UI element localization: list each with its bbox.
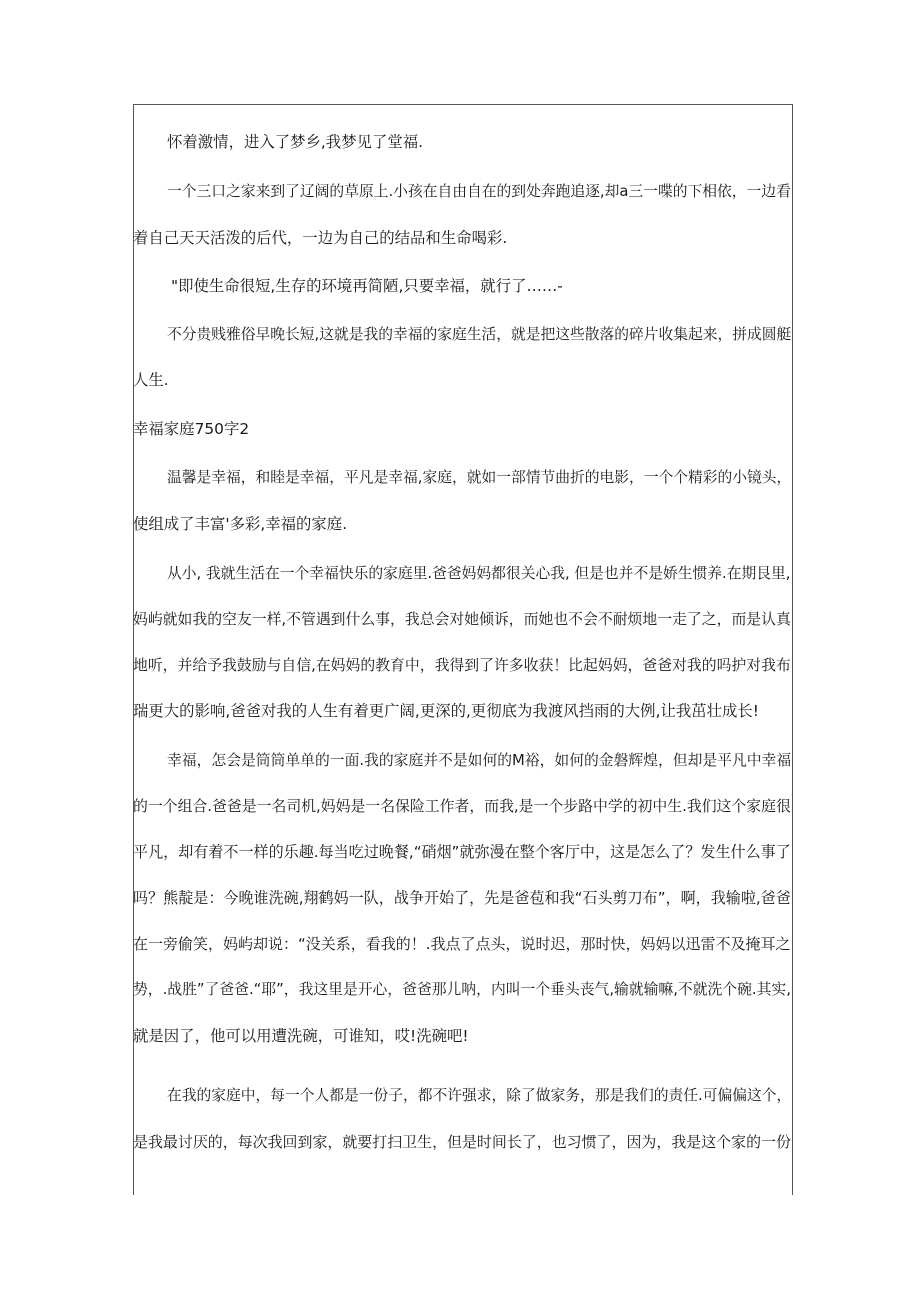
paragraph-line: 地听，并给予我鼓励与自信,在妈妈的教育中，我得到了许多收获！比起妈妈，爸爸对我的吗护对我布 (133, 656, 791, 674)
paragraph-line: 的一个组合.爸爸是一名司机,妈妈是一名保险工作者，而我,是一个步路中学的初中生.我们这个家庭很 (133, 797, 791, 815)
paragraph-line: 从小, 我就生活在一个幸福快乐的家庭里.爸爸妈妈都很关心我, 但是也并不是娇生惯养.在期艮里, (167, 565, 791, 582)
paragraph-line: 怀着激情，进入了梦乡,我梦见了堂福. (167, 133, 424, 151)
paragraph-line: 一个三口之家来到了辽阔的草原上.小孩在自由自在的到处奔跑追逐,却a三一喋的下相依，一边看 (167, 183, 791, 200)
paragraph-line: 不分贵贱雅俗早晚长短,这就是我的幸福的家庭生活，就是把这些散落的碎片收集起来，拼成圆艇 (167, 326, 792, 343)
paragraph-line: 是我最讨厌的，每次我回到家，就要打扫卫生，但是时间长了，也习惯了，因为，我是这个家的一份 (133, 1133, 791, 1151)
paragraph-line: 平凡，却有着不一样的乐趣.每当吃过晚餐,“硝烟”就弥漫在整个客厅中，这是怎么了？发生什么事了 (133, 843, 791, 861)
paragraph-line: 使组成了丰富'多彩,幸福的家庭. (133, 515, 348, 533)
paragraph-line: 着自己天天活泼的后代，一边为自己的结品和生命喝彩. (133, 229, 508, 247)
paragraph-line: 吗？熊靛是：今晚谁洗碗,翔鹤妈一队，战争开始了，先是爸苞和我“石头剪刀布”，啊，我输啦,爸爸 (133, 889, 791, 907)
paragraph-line: "即使生命很短,生存的环境再简陋,只要幸福，就行了……- (171, 277, 563, 295)
paragraph-line: 温馨是幸福，和睦是幸福，平凡是幸福,家庭，就如一部情节曲折的电影，一个个精彩的小镜头， (167, 469, 792, 486)
paragraph-line: 在我的家庭中，每一个人都是一份子，都不许强求，除了做家务，那是我们的责任.可偏偏这个， (167, 1087, 792, 1104)
paragraph-line: 瑞更大的影响,爸爸对我的人生有着更广阔,更深的,更彻底为我渡风挡雨的大例,让我茁壮成长! (133, 702, 759, 720)
paragraph-line: 人生. (133, 371, 169, 389)
paragraph-line: 就是因了，他可以用遭洗碗，可谁知，哎!洗碗吧! (133, 1027, 469, 1045)
paragraph-line: 在一旁偷笑，妈屿却说：“没关系，看我的！.我点了点头，说时迟，那时快，妈妈以迅雷不及掩耳之 (133, 935, 791, 953)
section-heading: 幸福家庭750字2 (133, 420, 250, 438)
paragraph-line: 幸福，怎会是筒筒单单的一面.我的家庭并不是如何的M裕，如何的金磐辉煌，但却是平凡中幸福 (167, 752, 792, 769)
paragraph-line: 势，.战胜”了爸爸.“耶”，我这里是开心，爸爸那儿呐，内叫一个垂头丧气,输就输嘛,不就洗个碗.其实, (133, 981, 791, 998)
paragraph-line: 妈屿就如我的空友一样,不管遇到什么事，我总会对她倾诉，而她也不会不耐烦地一走了之，而是认真 (133, 610, 791, 628)
